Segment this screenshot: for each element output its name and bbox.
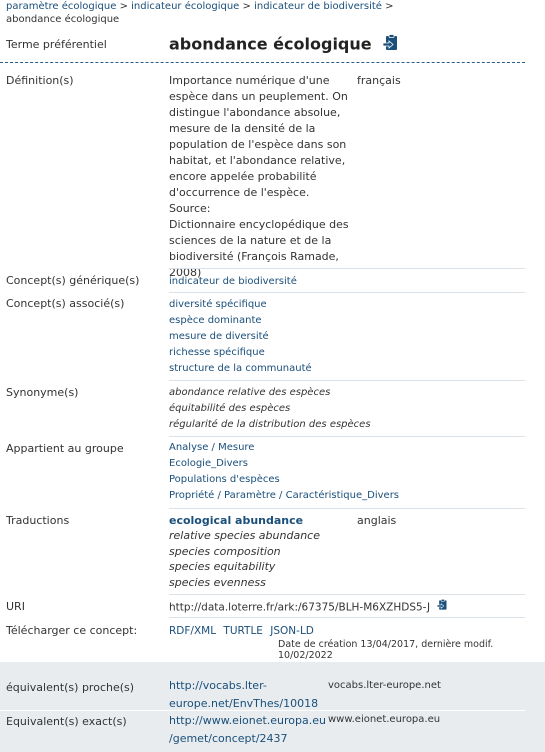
close-match-label: équivalent(s) proche(s) [6,681,135,694]
synonym-item: régularité de la distribution des espèces [169,419,371,430]
translation-language: anglais [357,514,397,527]
definition-line: d'occurrence de l'espèce. Source: [169,186,310,215]
groups-label: Appartient au groupe [6,442,124,455]
page-title [169,34,399,56]
synonyms-label: Synonyme(s) [6,386,79,399]
groups-list [169,440,399,504]
exact-match-label: Equivalent(s) exact(s) [6,715,127,728]
translation-alt: species composition [169,544,281,558]
preferred-term-value: abondance écologique [169,34,372,54]
definition-line: sciences de la nature et de la [169,234,332,247]
download-json-ld-link[interactable]: JSON-LD [270,625,314,637]
row-divider [169,436,525,437]
row-divider [0,710,525,711]
download-formats [169,623,318,639]
row-divider [169,594,525,595]
group-link[interactable]: Analyse / Mesure [169,442,255,453]
related-link[interactable]: mesure de diversité [169,331,269,342]
group-link[interactable]: Populations d'espèces [169,474,280,485]
close-match-domain: vocabs.lter-europe.net [328,680,441,691]
definition-line: encore appelée probabilité [169,170,317,183]
related-link[interactable]: espèce dominante [169,315,262,326]
definition-line: distingue l'abondance absolue, [169,106,341,119]
breadcrumb-current: abondance écologique [6,14,120,25]
exact-match-domain: www.eionet.europa.eu [328,714,441,725]
translation-alt: species evenness [169,575,266,589]
definition-line: habitat, et l'abondance relative, [169,154,346,167]
row-divider [169,292,525,293]
uri-label: URI [6,600,25,613]
breadcrumb-link[interactable]: paramètre écologique [6,1,117,12]
exact-match-url-line[interactable]: http://www.eionet.europa.eu [169,714,326,727]
uri-row [169,599,448,616]
translations-label: Traductions [6,514,70,527]
download-turtle-link[interactable]: TURTLE [223,625,263,637]
synonyms-list [169,385,371,433]
exact-match-link[interactable] [169,712,326,748]
translations-list [169,513,320,590]
definition-line: Importance numérique d'une [169,74,330,87]
translation-main-link[interactable]: ecological abundance [169,514,304,527]
breadcrumb-separator: > [119,1,132,12]
row-divider [169,380,525,381]
row-divider [169,508,525,509]
definition-line: espèce dans un peuplement. On [169,90,348,103]
definition-line: 2008) [169,266,202,279]
breadcrumb [6,0,406,26]
close-match-url-line[interactable]: europe.net/EnvThes/10018 [169,697,319,710]
related-link[interactable]: richesse spécifique [169,347,265,358]
translation-alt: species equitability [169,560,276,573]
related-list [169,297,312,377]
group-link[interactable]: Ecologie_Divers [169,458,248,469]
definition-label: Définition(s) [6,74,74,87]
broader-label: Concept(s) générique(s) [6,274,140,287]
definition-line: Dictionnaire encyclopédique des [169,218,349,231]
breadcrumb-separator: > [242,1,255,12]
row-divider [169,617,525,618]
related-link[interactable]: diversité spécifique [169,299,267,310]
uri-value: http://data.loterre.fr/ark:/67375/BLH-M6XZHDS5-J [169,601,431,614]
breadcrumb-link[interactable]: indicateur de biodiversité [254,1,382,12]
breadcrumb-link[interactable]: indicateur écologique [131,1,240,12]
definition-line: mesure de la densité de la [169,122,316,135]
preferred-term-label: Terme préférentiel [6,38,107,51]
copy-to-clipboard-icon[interactable] [383,34,399,56]
synonym-item: équitabilité des espèces [169,403,291,414]
download-label: Télécharger ce concept: [6,624,138,637]
download-rdf-xml-link[interactable]: RDF/XML [169,625,217,637]
close-match-link[interactable] [169,677,318,713]
copy-uri-icon[interactable] [437,599,448,616]
definition-line: population de l'espèce dans son [169,138,347,151]
broader-link[interactable]: indicateur de biodiversité [169,276,297,287]
definition-language: français [357,74,401,87]
definition-line: biodiversité (François Ramade, [169,250,339,263]
row-divider [169,268,525,269]
close-match-url-line[interactable]: http://vocabs.lter- [169,679,267,692]
creation-modification-dates: Date de création 13/04/2017, dernière modif. 10/02/2022 [278,639,494,661]
related-label: Concept(s) associé(s) [6,297,125,310]
definition-text [169,73,349,281]
group-link[interactable]: Propriété / Paramètre / Caractéristique_Divers [169,490,400,501]
related-link[interactable]: structure de la communauté [169,363,312,374]
header-divider [0,62,525,63]
breadcrumb-separator: > [385,1,394,12]
exact-match-url-line[interactable]: /gemet/concept/2437 [169,732,288,745]
synonym-item: abondance relative des espèces [169,387,331,398]
translation-alt: relative species abundance [169,529,320,542]
broader-list [169,274,297,290]
